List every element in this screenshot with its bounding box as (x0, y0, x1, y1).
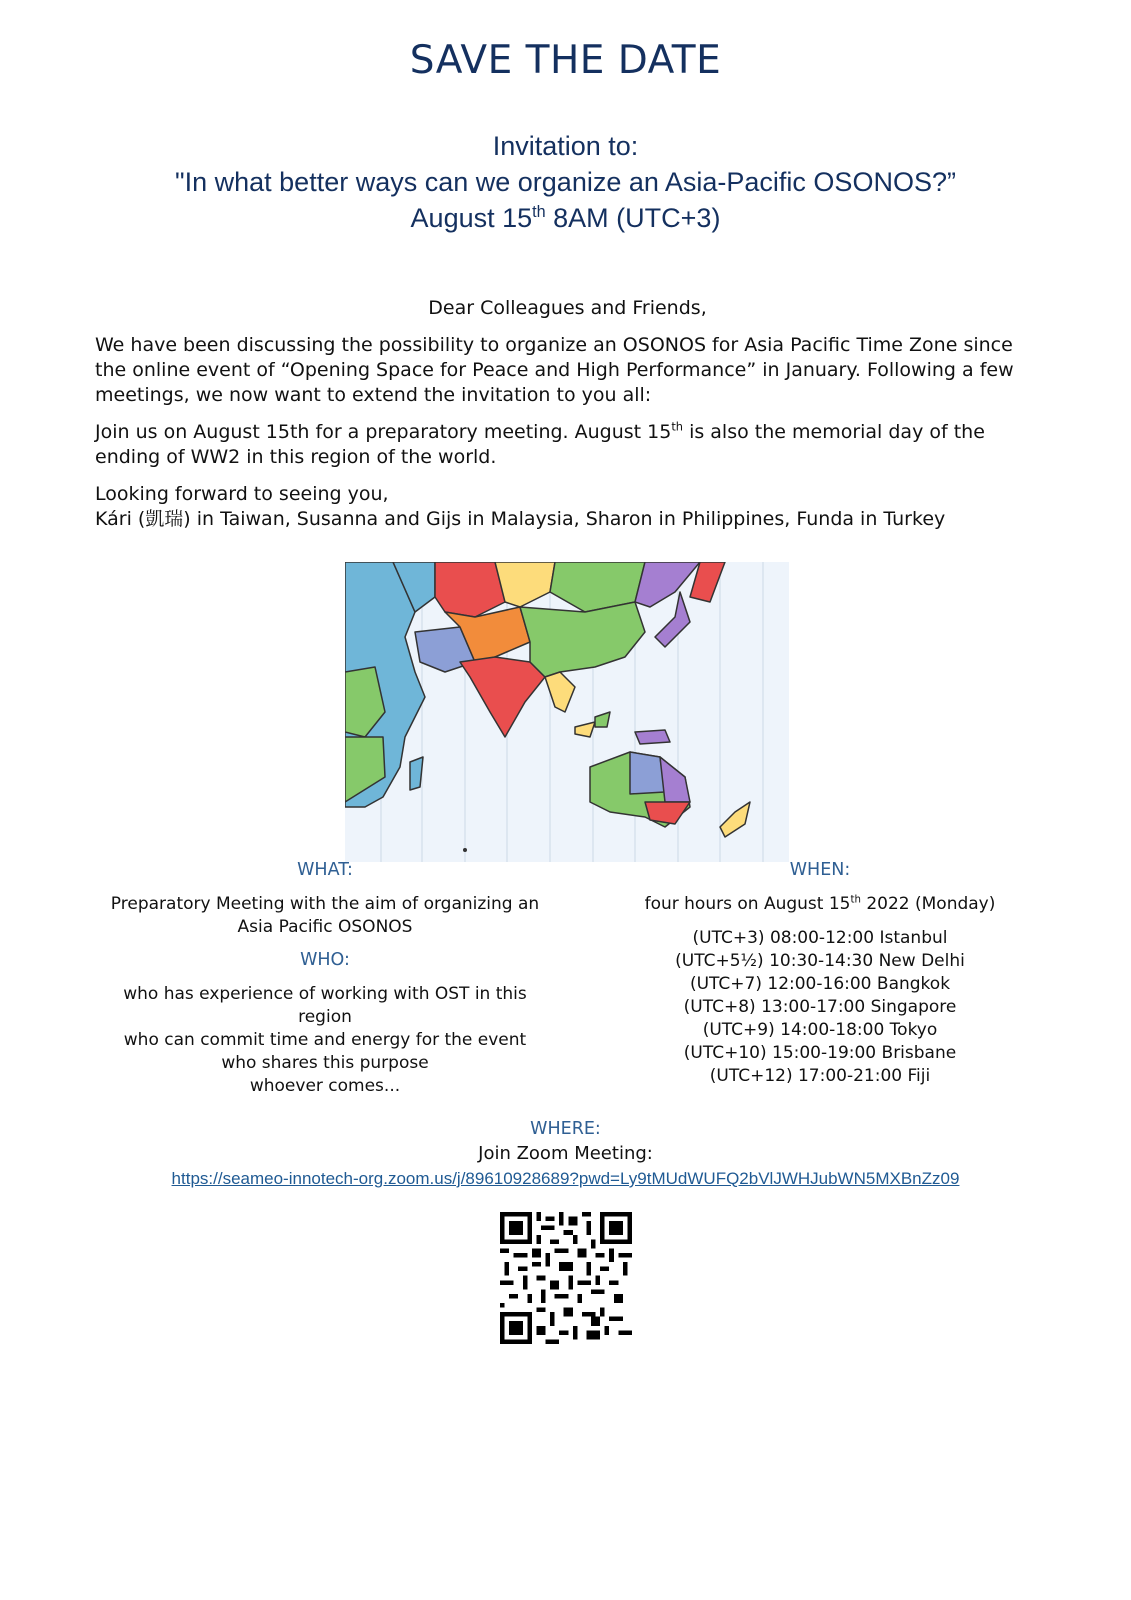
when-summary: four hours on August 15th 2022 (Monday) (644, 894, 996, 914)
time-row: (UTC+5½) 10:30-14:30 New Delhi (675, 951, 965, 971)
zoom-meeting-link[interactable]: https://seameo-innotech-org.zoom.us/j/89610928689?pwd=Ly9tMUdWUFQ2bVlJWHJubWN5MXBnZz09 (171, 1169, 960, 1188)
time-row: (UTC+8) 13:00-17:00 Singapore (683, 997, 957, 1017)
event-date: August 15th 8AM (UTC+3) (410, 203, 721, 233)
time-row: (UTC+9) 14:00-18:00 Tokyo (702, 1020, 938, 1040)
when-heading: WHEN: (789, 860, 851, 880)
who-line: who can commit time and energy for the event (123, 1030, 527, 1050)
signatories: Kári (凱瑞) in Taiwan, Susanna and Gijs in Malaysia, Sharon in Philippines, Funda in Turkey (95, 508, 946, 530)
paragraph-join: Join us on August 15th for a preparatory meeting. August 15th is also the memorial day of the ending of WW2 in this region of the world. (95, 419, 985, 468)
greeting: Dear Colleagues and Friends, (428, 297, 707, 319)
who-line: whoever comes... (249, 1076, 401, 1096)
time-row: (UTC+7) 12:00-16:00 Bangkok (689, 974, 951, 994)
qr-code-image (500, 1212, 632, 1344)
who-line: who has experience of working with OST in this region (123, 984, 527, 1027)
zoom-link-wrap (0, 1169, 1131, 1189)
who-list (95, 983, 555, 1098)
invitation-line: Invitation to: (492, 131, 639, 161)
who-line: who shares this purpose (221, 1053, 429, 1073)
time-row: (UTC+12) 17:00-21:00 Fiji (709, 1066, 931, 1086)
timezone-map-image (345, 562, 789, 862)
closing: Looking forward to seeing you, (95, 483, 389, 505)
where-heading: WHERE: (530, 1119, 601, 1139)
what-heading: WHAT: (297, 860, 353, 880)
zoom-label: Join Zoom Meeting: (478, 1143, 653, 1164)
when-times (610, 927, 1030, 1088)
paragraph-intro: We have been discussing the possibility to organize an OSONOS for Asia Pacific Time Zone since the online event of “Opening Space for Peace and High Performance” in January. Following a few meetings, we now want to extend the invitation to you all: (95, 334, 1014, 406)
what-text: Preparatory Meeting with the aim of organizing an Asia Pacific OSONOS (110, 894, 540, 937)
who-heading: WHO: (300, 950, 350, 970)
page-title: SAVE THE DATE (409, 38, 722, 83)
time-row: (UTC+3) 08:00-12:00 Istanbul (692, 928, 948, 948)
event-question: "In what better ways can we organize an Asia-Pacific OSONOS?” (175, 167, 956, 197)
time-row: (UTC+10) 15:00-19:00 Brisbane (683, 1043, 957, 1063)
